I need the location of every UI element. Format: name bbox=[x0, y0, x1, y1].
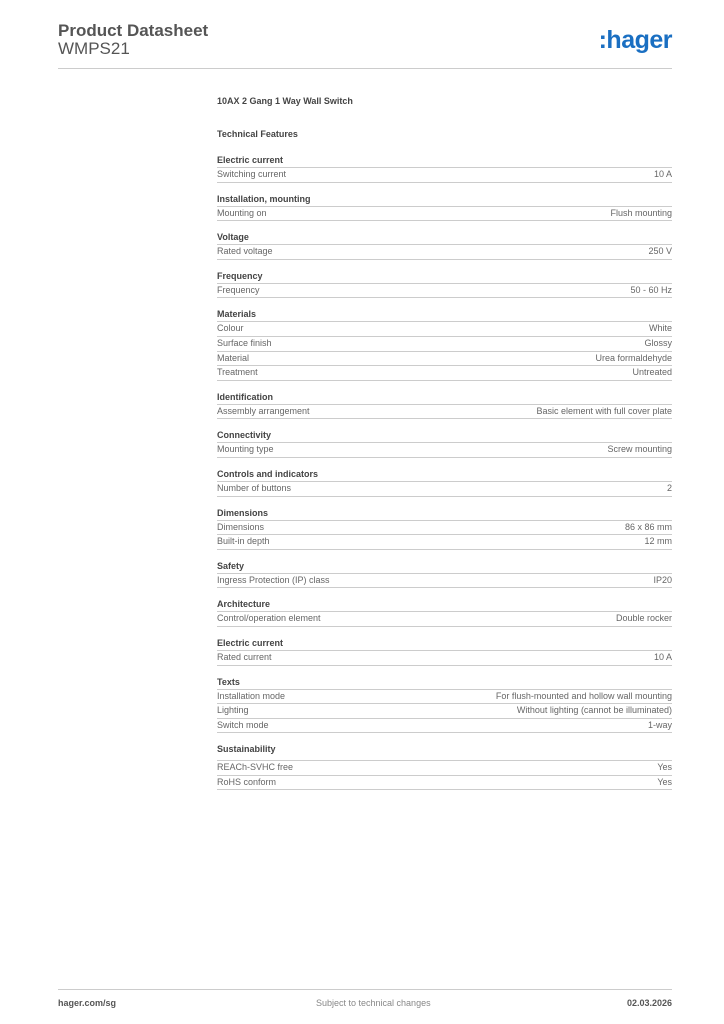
feature-value: Screw mounting bbox=[607, 444, 672, 455]
footer-notice: Subject to technical changes bbox=[316, 998, 431, 1008]
feature-label: REACh-SVHC free bbox=[217, 762, 294, 773]
feature-label: Switching current bbox=[217, 169, 287, 179]
feature-row bbox=[217, 704, 672, 719]
feature-row bbox=[217, 337, 672, 352]
feature-label: Rated current bbox=[217, 651, 272, 662]
feature-row bbox=[217, 322, 672, 337]
technical-features-heading: Technical Features bbox=[217, 129, 298, 139]
feature-value: 250 V bbox=[648, 246, 672, 257]
feature-label: Surface finish bbox=[217, 337, 272, 348]
feature-label: Mounting type bbox=[217, 444, 274, 455]
feature-section bbox=[217, 598, 672, 627]
section-heading: Identification bbox=[217, 391, 672, 405]
page-title: Product Datasheet bbox=[58, 21, 209, 40]
feature-section bbox=[217, 391, 672, 420]
feature-value: For flush-mounted and hollow wall mounting bbox=[495, 690, 672, 701]
feature-section bbox=[217, 193, 672, 222]
section-heading: Sustainability bbox=[217, 743, 672, 761]
feature-label: Mounting on bbox=[217, 207, 267, 218]
feature-label: Rated voltage bbox=[217, 246, 273, 257]
feature-value: 86 x 86 mm bbox=[624, 521, 672, 532]
section-heading: Controls and indicators bbox=[217, 468, 672, 482]
feature-label: Lighting bbox=[217, 705, 249, 716]
section-heading: Electric current bbox=[217, 154, 672, 168]
feature-value: Double rocker bbox=[615, 613, 672, 624]
feature-value: Basic element with full cover plate bbox=[536, 405, 672, 416]
feature-section bbox=[217, 637, 672, 666]
feature-value: 12 mm bbox=[644, 536, 672, 547]
section-heading: Voltage bbox=[217, 231, 672, 245]
feature-label: Built-in depth bbox=[217, 536, 270, 547]
feature-row bbox=[217, 245, 672, 260]
feature-sections bbox=[217, 154, 672, 790]
section-heading: Connectivity bbox=[217, 429, 672, 443]
feature-row bbox=[217, 574, 672, 589]
feature-section bbox=[217, 308, 672, 380]
feature-row bbox=[217, 612, 672, 627]
feature-row bbox=[217, 284, 672, 299]
section-heading: Safety bbox=[217, 560, 672, 574]
feature-value: 10 A bbox=[653, 169, 672, 179]
feature-label: Installation mode bbox=[217, 690, 286, 701]
feature-value: 2 bbox=[666, 482, 672, 493]
feature-label: Assembly arrangement bbox=[217, 405, 310, 416]
feature-row bbox=[217, 690, 672, 705]
feature-row bbox=[217, 207, 672, 222]
product-name: 10AX 2 Gang 1 Way Wall Switch bbox=[217, 96, 353, 106]
feature-value: 10 A bbox=[653, 651, 672, 662]
feature-value: Yes bbox=[657, 762, 672, 773]
feature-value: 1-way bbox=[647, 719, 672, 730]
feature-value: 50 - 60 Hz bbox=[630, 284, 672, 295]
feature-value: White bbox=[648, 323, 672, 334]
feature-row bbox=[217, 366, 672, 381]
feature-value: Glossy bbox=[644, 337, 672, 348]
header-divider bbox=[58, 68, 672, 69]
section-heading: Installation, mounting bbox=[217, 193, 672, 207]
section-heading: Dimensions bbox=[217, 507, 672, 521]
feature-label: Dimensions bbox=[217, 521, 265, 532]
feature-row bbox=[217, 443, 672, 458]
feature-value: Yes bbox=[657, 776, 672, 787]
datasheet-content bbox=[217, 94, 672, 800]
feature-row bbox=[217, 521, 672, 536]
section-heading: Texts bbox=[217, 676, 672, 690]
feature-label: RoHS conform bbox=[217, 776, 277, 787]
feature-row bbox=[217, 352, 672, 367]
feature-value: Flush mounting bbox=[610, 207, 672, 218]
feature-value: Untreated bbox=[632, 367, 672, 378]
hager-logo: :hager bbox=[598, 26, 672, 54]
feature-section bbox=[217, 270, 672, 299]
feature-label: Frequency bbox=[217, 284, 260, 295]
feature-section bbox=[217, 560, 672, 589]
feature-value: Urea formaldehyde bbox=[595, 352, 672, 363]
feature-section bbox=[217, 154, 672, 183]
feature-label: Treatment bbox=[217, 367, 258, 378]
footer-divider bbox=[58, 989, 672, 990]
feature-label: Number of buttons bbox=[217, 482, 292, 493]
feature-label: Control/operation element bbox=[217, 613, 321, 624]
feature-row bbox=[217, 168, 672, 183]
section-heading: Electric current bbox=[217, 637, 672, 651]
feature-value: Without lighting (cannot be illuminated) bbox=[516, 705, 672, 716]
feature-section bbox=[217, 507, 672, 550]
feature-row bbox=[217, 482, 672, 497]
feature-section bbox=[217, 468, 672, 497]
feature-section bbox=[217, 231, 672, 260]
feature-row bbox=[217, 651, 672, 666]
feature-row bbox=[217, 405, 672, 420]
feature-row bbox=[217, 535, 672, 550]
model-number: WMPS21 bbox=[58, 39, 130, 58]
feature-row bbox=[217, 776, 672, 791]
feature-label: Ingress Protection (IP) class bbox=[217, 574, 330, 585]
footer-date: 02.03.2026 bbox=[626, 998, 672, 1008]
feature-row bbox=[217, 761, 672, 776]
feature-value: IP20 bbox=[653, 574, 672, 585]
section-heading: Architecture bbox=[217, 598, 672, 612]
footer-website[interactable]: hager.com/sg bbox=[58, 998, 117, 1008]
section-heading: Materials bbox=[217, 308, 672, 322]
feature-label: Material bbox=[217, 352, 250, 363]
feature-label: Switch mode bbox=[217, 719, 269, 730]
feature-row bbox=[217, 719, 672, 734]
feature-label: Colour bbox=[217, 323, 244, 334]
section-heading: Frequency bbox=[217, 270, 672, 284]
feature-section bbox=[217, 429, 672, 458]
feature-section bbox=[217, 743, 672, 790]
feature-section bbox=[217, 676, 672, 734]
